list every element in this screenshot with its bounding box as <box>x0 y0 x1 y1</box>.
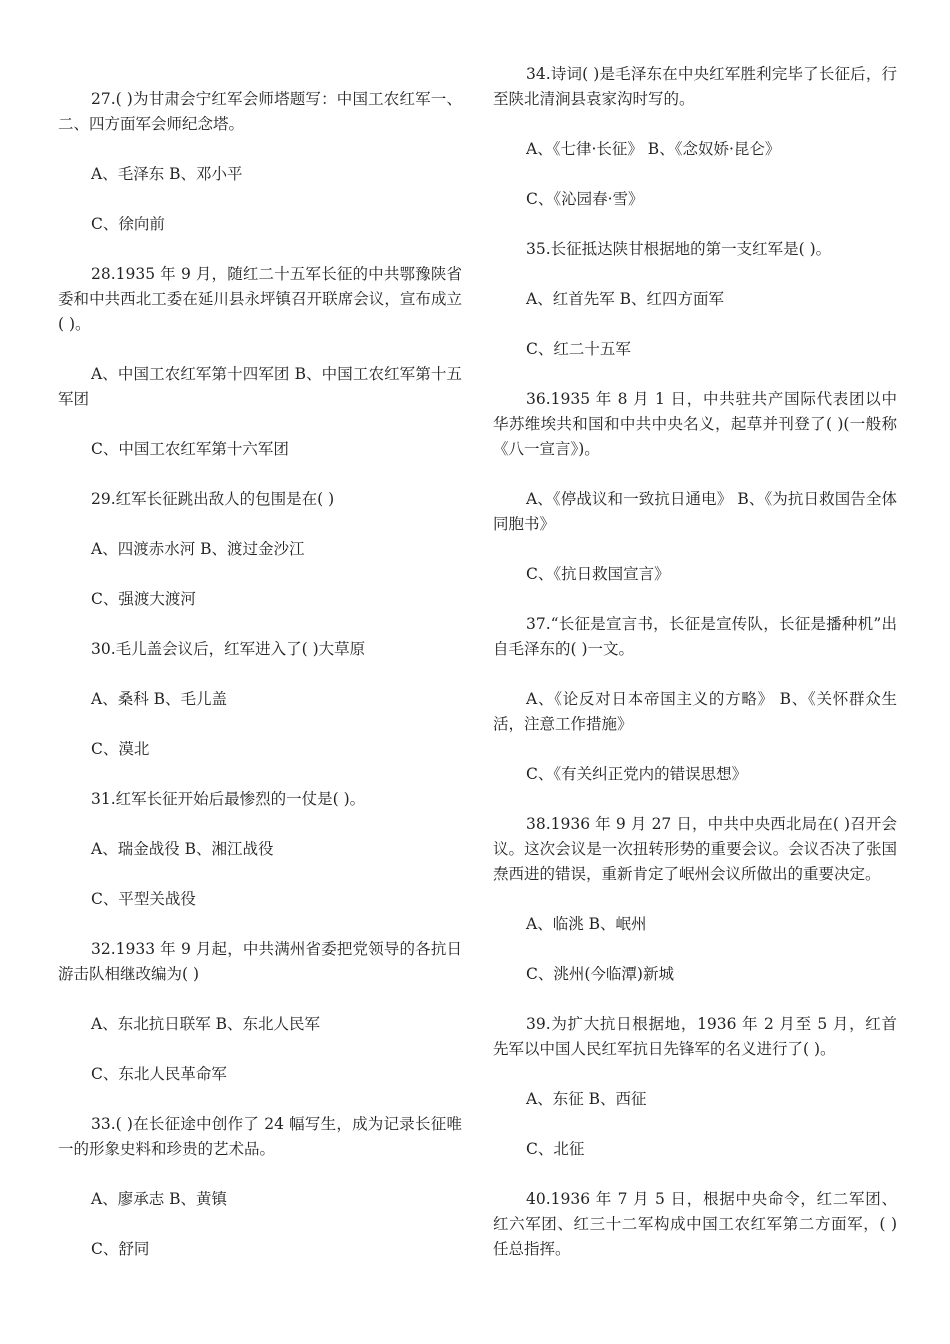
question-paragraph: 35.长征抵达陕甘根据地的第一支红军是( )。 <box>526 240 832 258</box>
question-paragraph: 29.红军长征跳出敌人的包围是在( ) <box>91 490 335 508</box>
question-paragraph: 39.为扩大抗日根据地，1936 年 2 月至 5 月，红首先军以中国人民红军抗日先锋军的名义进行了( )。 <box>493 1015 897 1058</box>
question-paragraph: 37.“长征是宣言书，长征是宣传队，长征是播种机”出自毛泽东的( )一文。 <box>493 615 897 658</box>
question-paragraph: C、舒同 <box>91 1240 150 1258</box>
question-paragraph: 32.1933 年 9 月起，中共满州省委把党领导的各抗日游击队相继改编为( ) <box>58 940 462 983</box>
question-paragraph: C、《沁园春·雪》 <box>526 190 644 208</box>
question-paragraph: C、红二十五军 <box>526 340 631 358</box>
question-paragraph: A、临洮 B、岷州 <box>526 915 647 933</box>
right-column <box>493 62 897 1287</box>
question-paragraph: A、《论反对日本帝国主义的方略》 B、《关怀群众生活，注意工作措施》 <box>493 690 897 733</box>
question-paragraph: A、中国工农红军第十四军团 B、中国工农红军第十五军团 <box>58 365 462 408</box>
question-paragraph: A、瑞金战役 B、湘江战役 <box>91 840 274 858</box>
question-paragraph: 36.1935 年 8 月 1 日，中共驻共产国际代表团以中华苏维埃共和国和中共中央名义，起草并刊登了( )(一般称《八一宣言》)。 <box>493 390 897 458</box>
question-paragraph: C、强渡大渡河 <box>91 590 196 608</box>
question-paragraph: 38.1936 年 9 月 27 日，中共中央西北局在( )召开会议。这次会议是一次扭转形势的重要会议。会议否决了张国焘西进的错误，重新肯定了岷州会议所做出的重要决定。 <box>493 815 897 883</box>
question-paragraph: C、北征 <box>526 1140 585 1158</box>
question-paragraph: C、中国工农红军第十六军团 <box>91 440 289 458</box>
question-paragraph: 34.诗词( )是毛泽东在中央红军胜利完毕了长征后，行至陕北清涧县袁家沟时写的。 <box>493 65 897 108</box>
question-paragraph: 28.1935 年 9 月，随红二十五军长征的中共鄂豫陕省委和中共西北工委在延川县永坪镇召开联席会议，宣布成立( )。 <box>58 265 462 333</box>
question-paragraph: A、《七律·长征》 B、《念奴娇·昆仑》 <box>526 140 781 158</box>
question-paragraph: A、桑科 B、毛儿盖 <box>91 690 228 708</box>
question-paragraph: C、徐向前 <box>91 215 165 233</box>
question-paragraph: A、东北抗日联军 B、东北人民军 <box>91 1015 321 1033</box>
question-paragraph: C、漠北 <box>91 740 150 758</box>
question-paragraph: 33.( )在长征途中创作了 24 幅写生，成为记录长征唯一的形象史料和珍贵的艺术品。 <box>58 1115 462 1158</box>
question-paragraph: A、《停战议和一致抗日通电》 B、《为抗日救国告全体同胞书》 <box>493 490 897 533</box>
question-paragraph: A、东征 B、西征 <box>526 1090 647 1108</box>
question-paragraph: 27.( )为甘肃会宁红军会师塔题写：中国工农红军一、二、四方面军会师纪念塔。 <box>58 90 462 133</box>
question-paragraph: 31.红军长征开始后最惨烈的一仗是( )。 <box>91 790 366 808</box>
question-paragraph: A、四渡赤水河 B、渡过金沙江 <box>91 540 305 558</box>
question-paragraph: C、平型关战役 <box>91 890 196 908</box>
question-paragraph: A、毛泽东 B、邓小平 <box>91 165 243 183</box>
question-paragraph: C、《抗日救国宣言》 <box>526 565 670 583</box>
left-column <box>58 87 462 1287</box>
question-paragraph: C、东北人民革命军 <box>91 1065 227 1083</box>
question-paragraph: C、洮州(今临潭)新城 <box>526 965 674 983</box>
question-paragraph: 30.毛儿盖会议后，红军进入了( )大草原 <box>91 640 366 658</box>
question-paragraph: A、红首先军 B、红四方面军 <box>526 290 725 308</box>
question-paragraph: 40.1936 年 7 月 5 日，根据中央命令，红二军团、红六军团、红三十二军构成中国工农红军第二方面军，( )任总指挥。 <box>493 1190 897 1258</box>
question-paragraph: A、廖承志 B、黄镇 <box>91 1190 228 1208</box>
question-paragraph: C、《有关纠正党内的错误思想》 <box>526 765 748 783</box>
